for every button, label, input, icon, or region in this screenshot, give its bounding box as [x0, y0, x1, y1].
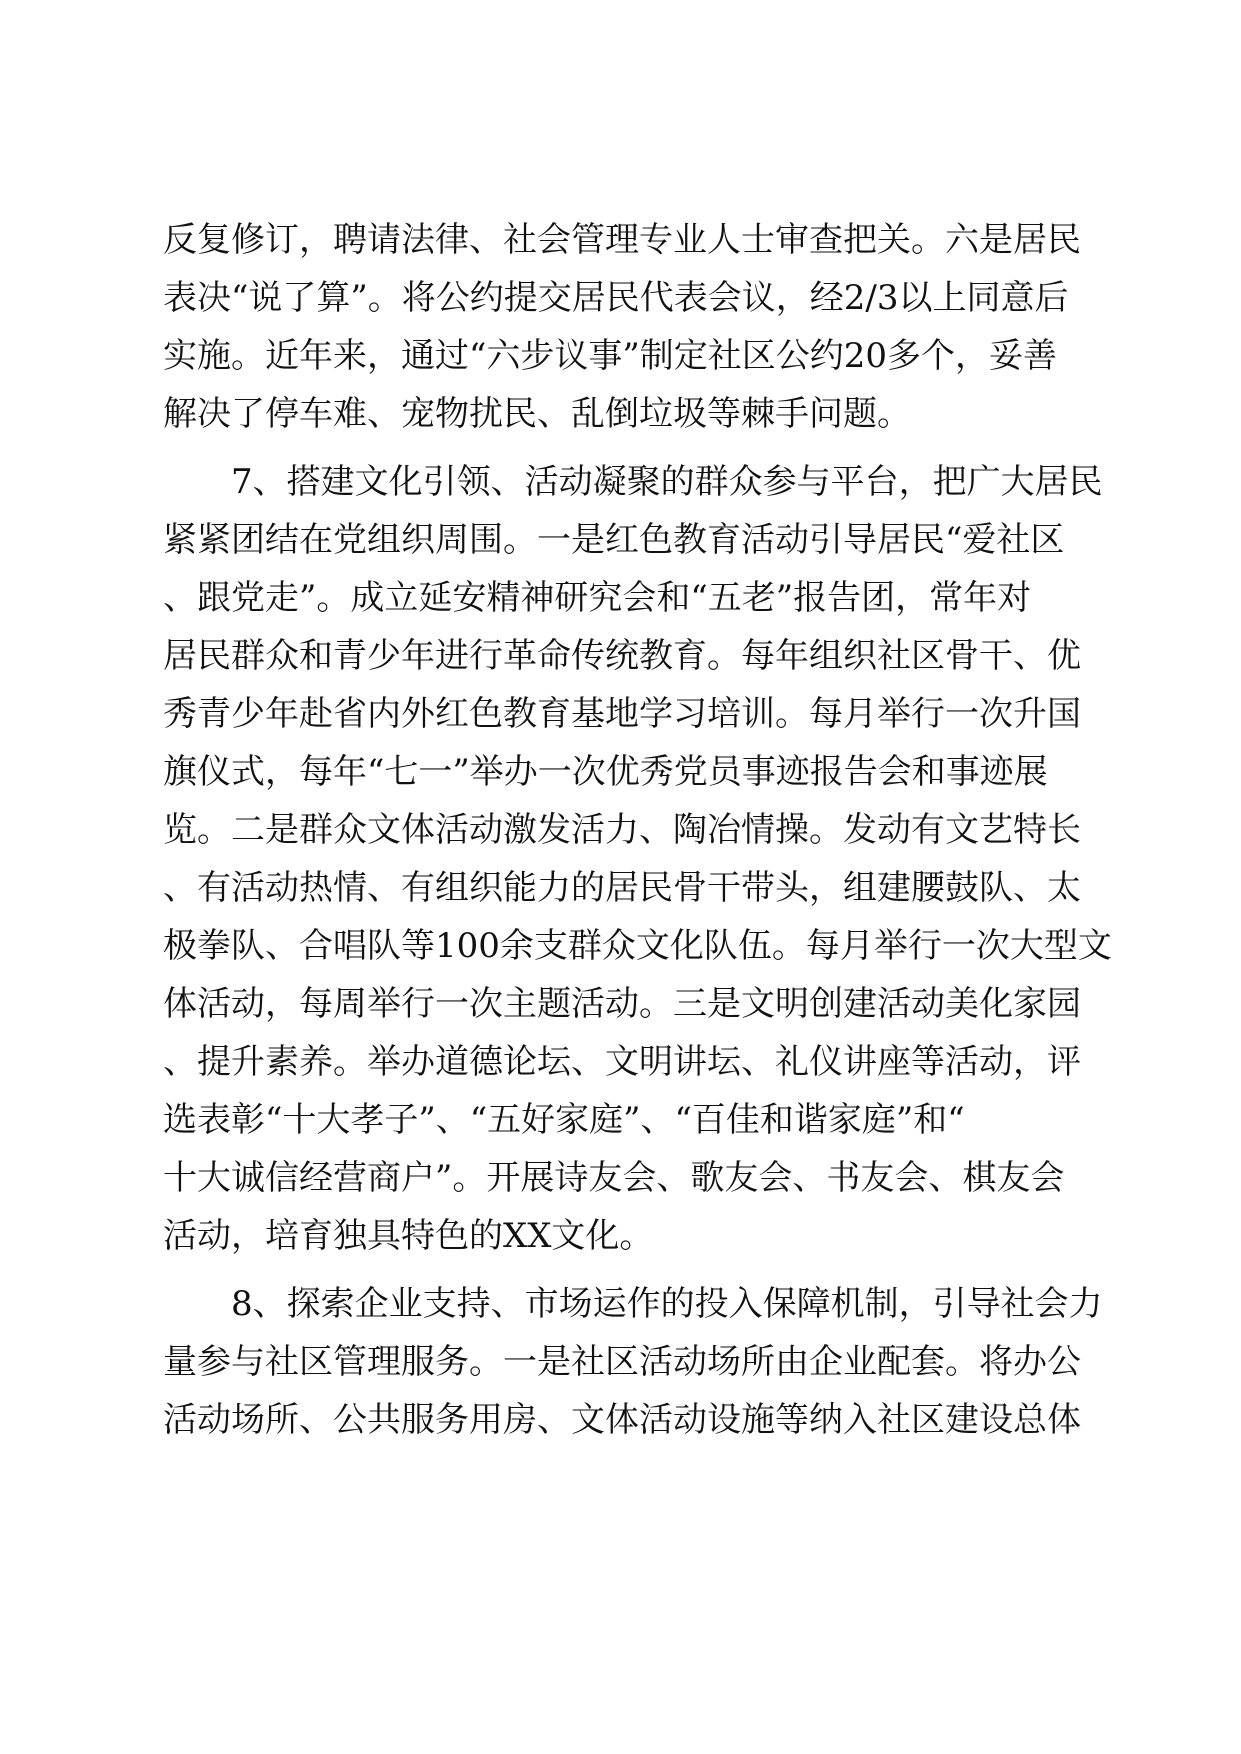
text-line: 览。二是群众文体活动激发活力、陶冶情操。发动有文艺特长	[163, 810, 1081, 850]
text-line: 居民群众和青少年进行革命传统教育。每年组织社区骨干、优	[163, 636, 1081, 676]
text-line: 、跟党走”。成立延安精神研究会和“五老”报告团，常年对	[163, 578, 1032, 618]
text-line: 7、搭建文化引领、活动凝聚的群众参与平台，把广大居民	[231, 462, 1103, 502]
body-text	[163, 211, 1112, 1449]
text-line: 解决了停车难、宠物扰民、乱倒垃圾等棘手问题。	[163, 394, 911, 434]
text-line: 活动场所、公共服务用房、文体活动设施等纳入社区建设总体	[163, 1400, 1081, 1440]
text-line: 反复修订，聘请法律、社会管理专业人士审查把关。六是居民	[163, 220, 1081, 260]
paragraph	[163, 211, 1093, 443]
text-line: 极拳队、合唱队等100余支群众文化队伍。每月举行一次大型文	[163, 926, 1112, 966]
text-line: 量参与社区管理服务。一是社区活动场所由企业配套。将办公	[163, 1342, 1081, 1382]
text-line: 选表彰“十大孝子”、“五好家庭”、“百佳和谐家庭”和“	[163, 1100, 965, 1140]
text-line: 体活动，每周举行一次主题活动。三是文明创建活动美化家园	[163, 984, 1081, 1024]
paragraph	[163, 453, 1112, 1265]
text-line: 紧紧团结在党组织周围。一是红色教育活动引导居民“爱社区	[163, 520, 1065, 560]
text-line: 实施。近年来，通过“六步议事”制定社区公约20多个，妥善	[163, 336, 1058, 376]
text-line: 、有活动热情、有组织能力的居民骨干带头，组建腰鼓队、太	[163, 868, 1081, 908]
text-line: 旗仪式，每年“七一”举办一次优秀党员事迹报告会和事迹展	[163, 752, 1048, 792]
text-line: 活动，培育独具特色的XX文化。	[163, 1216, 654, 1256]
text-line: 表决“说了算”。将公约提交居民代表会议，经2/3以上同意后	[163, 278, 1069, 318]
text-line: 秀青少年赴省内外红色教育基地学习培训。每月举行一次升国	[163, 694, 1081, 734]
text-line: 十大诚信经营商户”。开展诗友会、歌友会、书友会、棋友会	[163, 1158, 1065, 1198]
text-line: 、提升素养。举办道德论坛、文明讲坛、礼仪讲座等活动，评	[163, 1042, 1081, 1082]
text-line: 8、探索企业支持、市场运作的投入保障机制，引导社会力	[231, 1284, 1103, 1324]
paragraph	[163, 1275, 1103, 1449]
